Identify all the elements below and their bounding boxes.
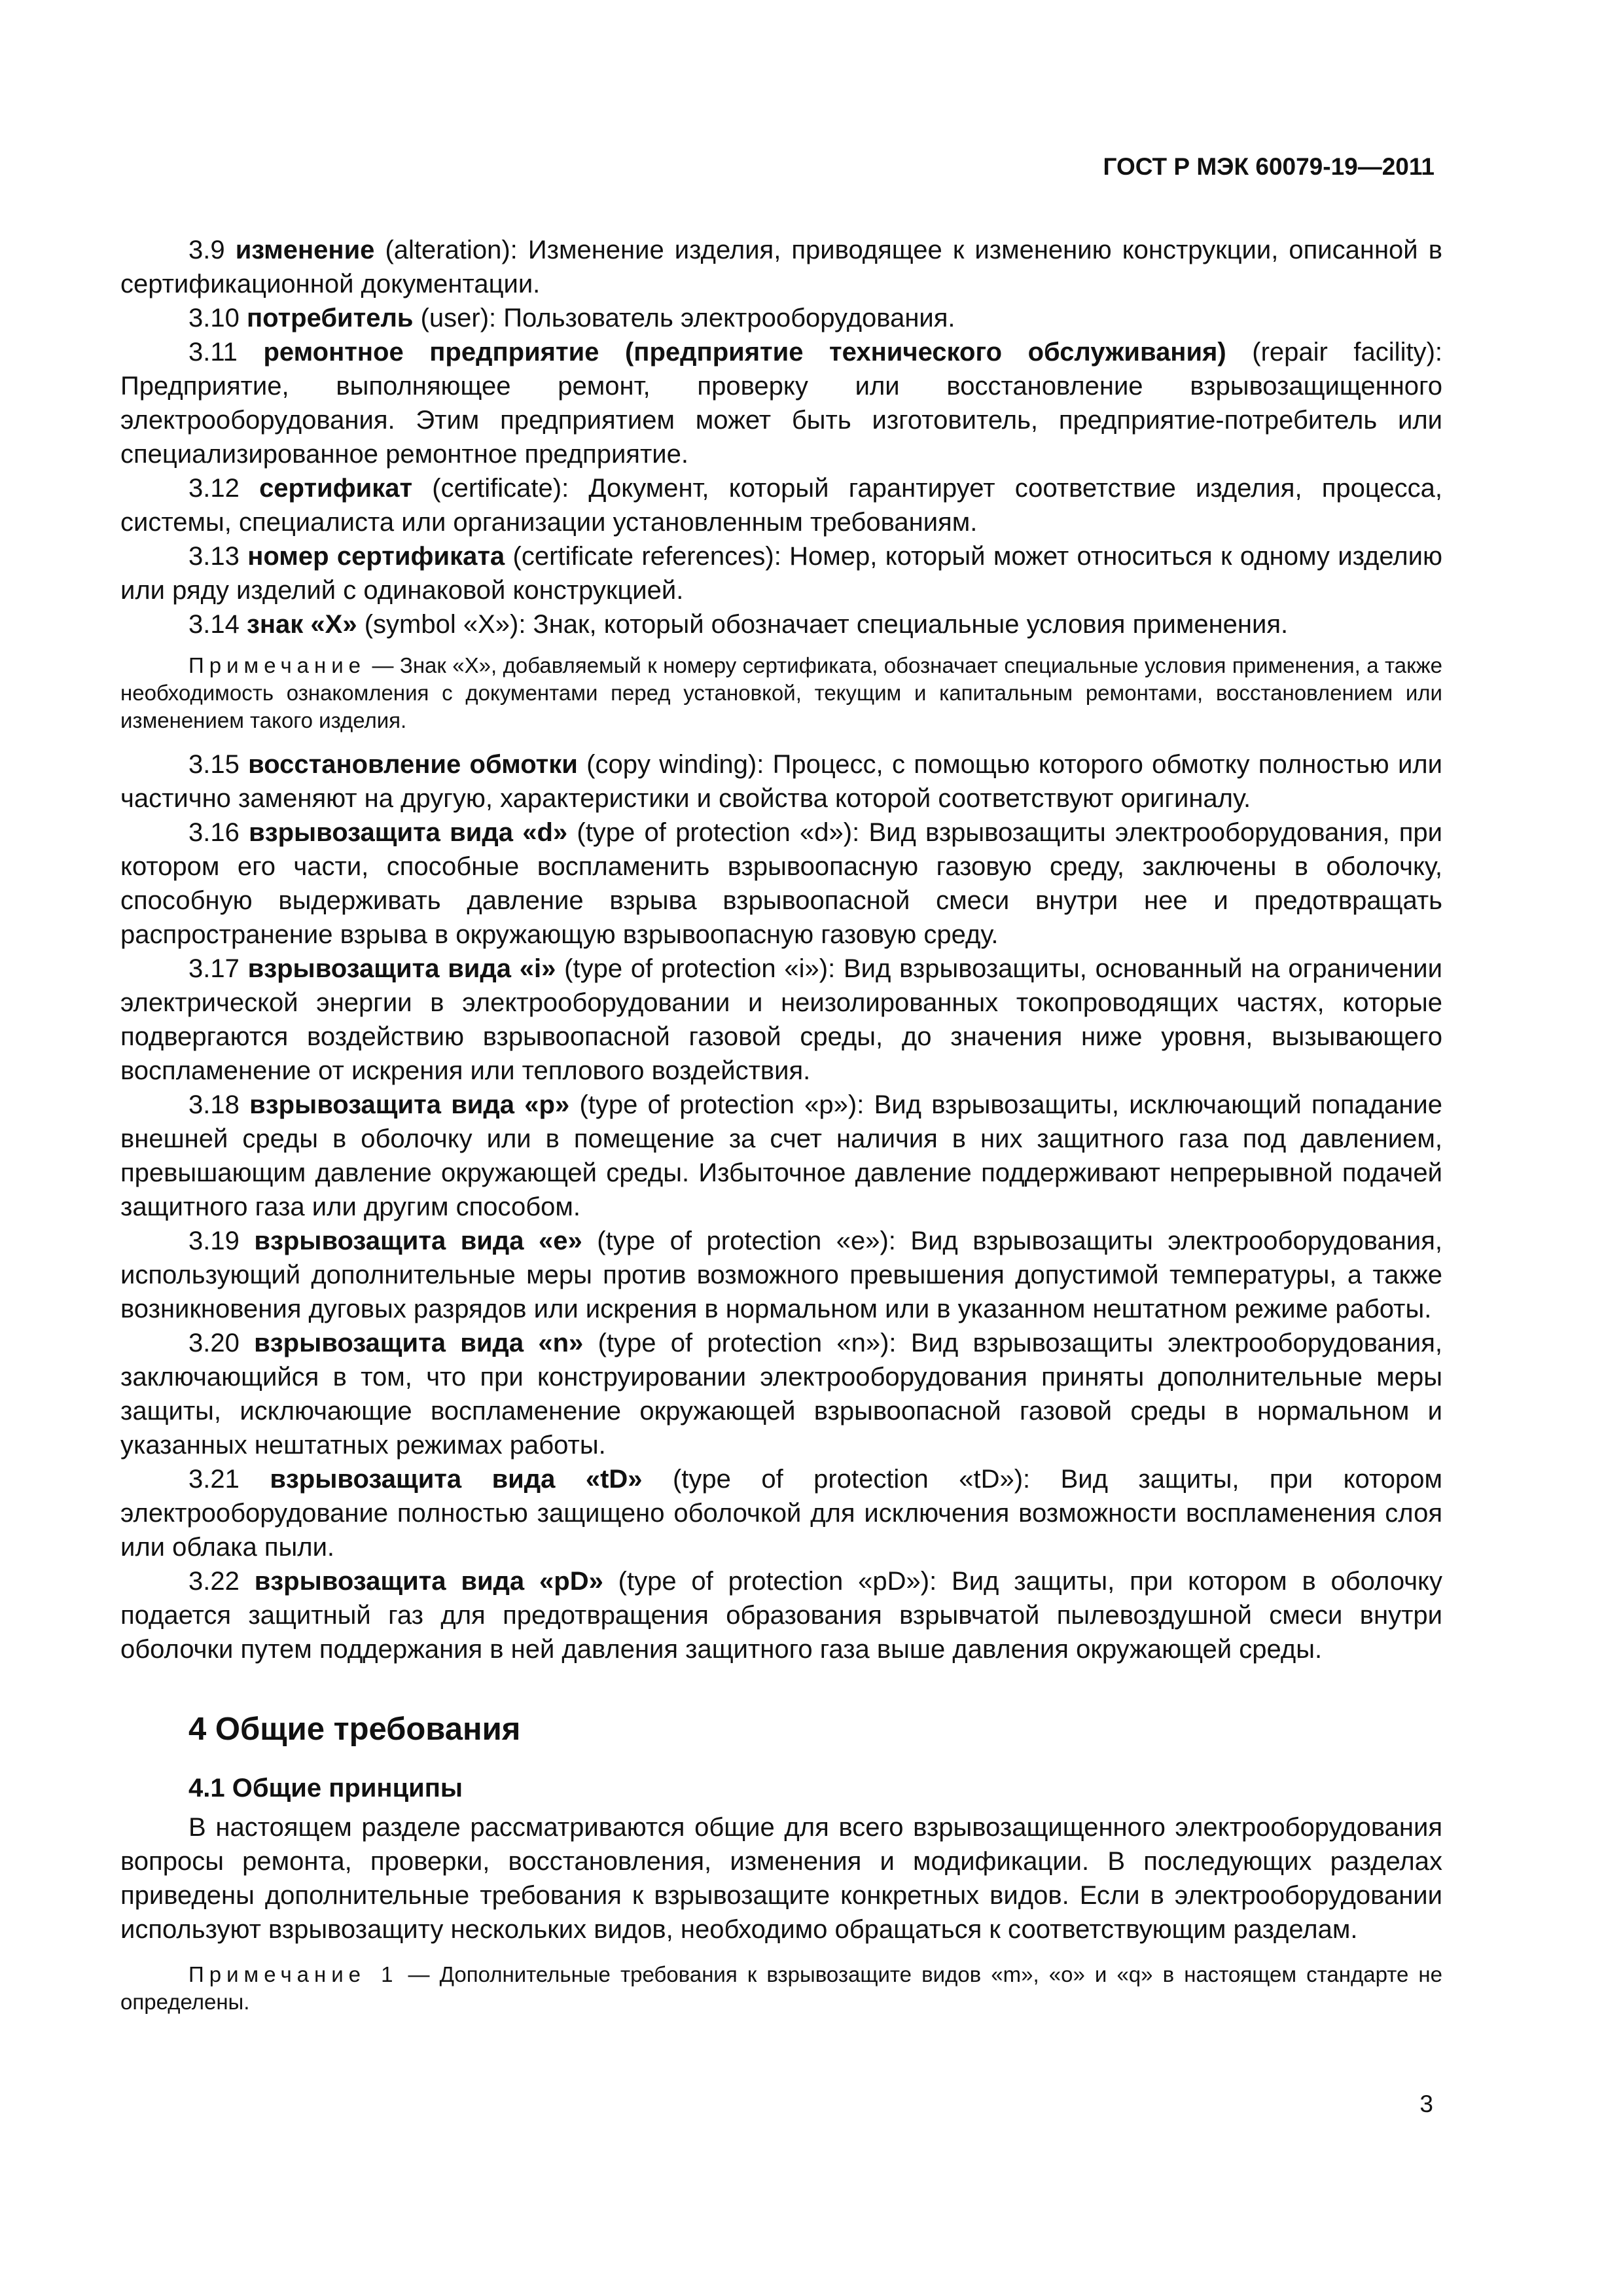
term: номер сертификата [247, 542, 505, 571]
note-text: — Дополнительные требования к взрывозащите видов «m», «о» и «q» в настоящем стандарте не определены. [120, 1962, 1443, 2014]
definition-3-12 [120, 471, 1442, 539]
definition-3-18 [120, 1088, 1442, 1224]
term: взрывозащита вида «tD» [270, 1465, 643, 1494]
definition-3-19 [120, 1224, 1442, 1326]
definition-text: (type of protection «i»): Вид взрывозащиты, основанный на ограничении электрической энергии в электрооборудовании и неизолированных токопроводящих частях, которые подвергаются воздействию взрывоопасной газовой среды, до значения ниже уровня, вызывающего воспламенение от искрения или теплового воздействия. [120, 954, 1442, 1085]
clause-number: 3.14 [188, 610, 240, 639]
term: изменение [235, 236, 375, 264]
definition-3-11 [120, 335, 1442, 471]
definition-text: (type of protection «d»): Вид взрывозащиты электрооборудования, при котором его части, способные воспламенить взрывоопасную газовую среду, заключены в оболочку, способную выдерживать давление взрыва взрывоопасной смеси внутри нее и предотвращать распространение взрыва в окружающую взрывоопасную газовую среду. [120, 818, 1443, 949]
definition-3-14 [120, 607, 1442, 641]
term: восстановление обмотки [248, 750, 578, 779]
definition-text: (certificate): Документ, который гарантирует соответствие изделия, процесса, системы, специалиста или организации установленным требованиям. [120, 474, 1442, 537]
definition-3-16 [120, 816, 1442, 952]
definition-3-15 [120, 747, 1442, 816]
note-label: Примечание [188, 653, 366, 677]
term: взрывозащита вида «р» [249, 1090, 570, 1119]
clause-number: 3.20 [188, 1329, 240, 1357]
subsection-heading: 4.1 Общие принципы [188, 1774, 463, 1803]
term: потребитель [246, 304, 414, 332]
definition-3-21 [120, 1462, 1442, 1564]
clause-number: 3.15 [188, 750, 240, 779]
term: сертификат [259, 474, 413, 503]
term: взрывозащита вида «n» [254, 1329, 584, 1357]
clause-number: 3.9 [188, 236, 225, 264]
clause-number: 3.16 [188, 818, 240, 847]
definition-text: (type of protection «pD»): Вид защиты, при котором в оболочку подается защитный газ для предотвращения образования взрывчатой пылевоздушной смеси внутри оболочки путем поддержания в ней давления защитного газа выше давления окружающей среды. [120, 1567, 1442, 1664]
definition-3-22 [120, 1564, 1442, 1666]
term: взрывозащита вида «pD» [254, 1567, 603, 1596]
document-body [120, 233, 1442, 2029]
definition-text: (type of protection «p»): Вид взрывозащиты, исключающий попадание внешней среды в оболочку или в помещение за счет наличия в них защитного газа под давлением, превышающим давление окружающей среды. Избыточное давление поддерживают непрерывной подачей защитного газа или другим способом. [120, 1090, 1443, 1221]
definition-text: (type of protection «tD»): Вид защиты, при котором электрооборудование полностью защищено оболочкой для исключения возможности воспламенения слоя или облака пыли. [120, 1465, 1442, 1562]
document-code-header: ГОСТ Р МЭК 60079-19—2011 [1103, 153, 1435, 180]
definition-text: (alteration): Изменение изделия, приводящее к изменению конструкции, описанной в сертификационной документации. [120, 236, 1442, 298]
definition-text: (symbol «X»): Знак, который обозначает специальные условия применения. [357, 610, 1289, 639]
definition-text: (type of protection «e»): Вид взрывозащиты электрооборудования, использующий дополнительные меры против возможного превышения допустимой температуры, а также возникновения дуговых разрядов или искрения в нормальном или в указанном нештатном режиме работы. [120, 1227, 1442, 1323]
clause-number: 3.17 [188, 954, 240, 983]
definition-3-10 [120, 301, 1442, 335]
definition-3-9 [120, 233, 1442, 301]
definition-3-20 [120, 1326, 1442, 1462]
section-paragraph: В настоящем разделе рассматриваются общие для всего взрывозащищенного электрооборудования вопросы ремонта, проверки, восстановления, изменения и модификации. В последующих разделах приведены дополнительные требования к взрывозащите конкретных видов. Если в электрооборудовании используют взрывозащиту нескольких видов, необходимо обращаться к соответствующим разделам. [120, 1813, 1442, 1944]
clause-number: 3.12 [188, 474, 240, 503]
term: ремонтное предприятие (предприятие технического обслуживания) [263, 338, 1226, 367]
clause-number: 3.13 [188, 542, 240, 571]
clause-number: 3.22 [188, 1567, 240, 1596]
definition-text: (user): Пользователь электрооборудования. [413, 304, 955, 332]
definition-text: (copy winding): Процесс, с помощью которого обмотку полностью или частично заменяют на другую, характеристики и свойства которой соответствуют оригиналу. [120, 750, 1442, 813]
term: взрывозащита вида «е» [254, 1227, 582, 1255]
clause-number: 3.10 [188, 304, 240, 332]
definition-text: (type of protection «n»): Вид взрывозащиты электрооборудования, заключающийся в том, что при конструировании электрооборудования приняты дополнительные меры защиты, исключающие воспламенение окружающей взрывоопасной газовой среды в нормальном и указанных нештатных режимах работы. [120, 1329, 1442, 1460]
clause-number: 3.19 [188, 1227, 240, 1255]
definition-3-13 [120, 539, 1442, 607]
clause-number: 3.21 [188, 1465, 240, 1494]
clause-number: 3.18 [188, 1090, 240, 1119]
note-symbol-x [120, 652, 1442, 734]
note-text: — Знак «Х», добавляемый к номеру сертификата, обозначает специальные условия применения, а также необходимость ознакомления с документами перед установкой, текущим и капитальным ремонтами, восстановлением или изменением такого изделия. [120, 653, 1442, 732]
term: взрывозащита вида «i» [247, 954, 556, 983]
clause-number: 3.11 [188, 338, 238, 367]
note-1 [120, 1961, 1442, 2016]
note-label: Примечание 1 [188, 1962, 399, 1986]
page-number: 3 [1419, 2090, 1433, 2117]
term: взрывозащита вида «d» [249, 818, 568, 847]
definition-text: (certificate references): Номер, который может относиться к одному изделию или ряду изделий с одинаковой конструкцией. [120, 542, 1442, 605]
definition-3-17 [120, 952, 1442, 1088]
section-heading: 4 Общие требования [188, 1712, 521, 1747]
term: знак «Х» [246, 610, 357, 639]
definition-text: (repair facility): Предприятие, выполняющее ремонт, проверку или восстановление взрывозащищенного электрооборудования. Этим предприятием может быть изготовитель, предприятие-потребитель или специализированное ремонтное предприятие. [120, 338, 1442, 469]
